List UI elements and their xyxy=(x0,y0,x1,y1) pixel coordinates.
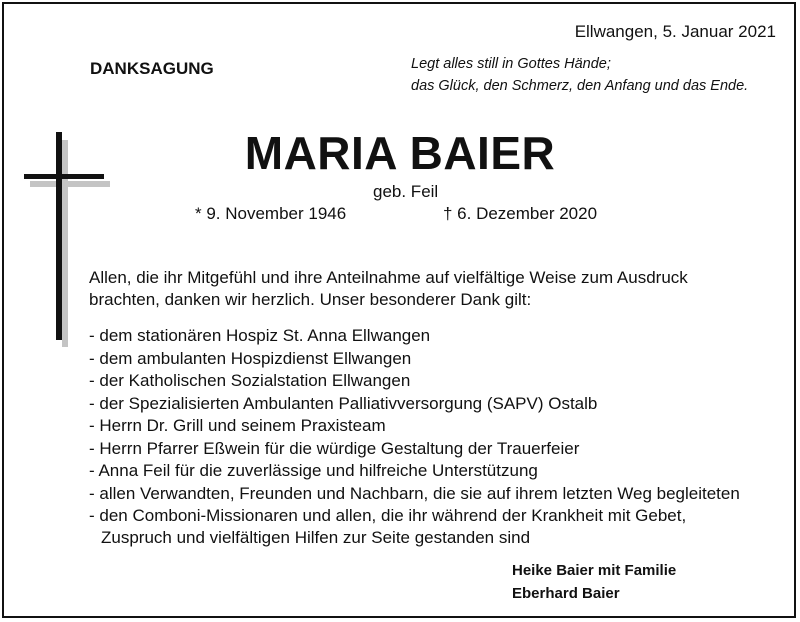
place-date: Ellwangen, 5. Januar 2021 xyxy=(574,22,776,41)
list-item: - Anna Feil für die zuverlässige und hilfreiche Unterstützung xyxy=(89,461,538,480)
birth-date: * 9. November 1946 xyxy=(195,204,347,223)
thanks-list xyxy=(89,325,740,528)
signature-line: Heike Baier mit Familie xyxy=(512,562,677,579)
list-item: - allen Verwandten, Freunden und Nachbarn, die sie auf ihrem letzten Weg begleiteten xyxy=(89,483,740,503)
list-item-continuation: Zuspruch und vielfältigen Hilfen zur Seite gestanden sind xyxy=(101,528,531,547)
list-item: - dem stationären Hospiz St. Anna Ellwangen xyxy=(89,326,431,345)
notice-heading: DANKSAGUNG xyxy=(90,59,214,78)
list-item: - den Comboni-Missionaren und allen, die ihr während der Krankheit mit Gebet, xyxy=(89,506,687,525)
death-date: † 6. Dezember 2020 xyxy=(443,204,598,223)
list-item: - der Spezialisierten Ambulanten Palliativversorgung (SAPV) Ostalb xyxy=(89,393,598,413)
intro-line: Allen, die ihr Mitgefühl und ihre Anteilnahme auf vielfältige Weise zum Ausdruck xyxy=(89,268,688,287)
intro-line: brachten, danken wir herzlich. Unser besonderer Dank gilt: xyxy=(89,290,532,309)
motto-line: Legt alles still in Gottes Hände; xyxy=(411,56,611,72)
list-item: - Herrn Pfarrer Eßwein für die würdige Gestaltung der Trauerfeier xyxy=(89,438,580,458)
list-item: - Herrn Dr. Grill und seinem Praxisteam xyxy=(89,416,386,435)
motto-line: das Glück, den Schmerz, den Anfang und das Ende. xyxy=(411,78,749,94)
signature-line: Eberhard Baier xyxy=(512,585,620,602)
deceased-name: MARIA BAIER xyxy=(244,127,556,179)
list-item: - der Katholischen Sozialstation Ellwangen xyxy=(89,371,411,390)
list-item: - dem ambulanten Hospizdienst Ellwangen xyxy=(89,348,412,368)
maiden-name: geb. Feil xyxy=(373,182,439,201)
